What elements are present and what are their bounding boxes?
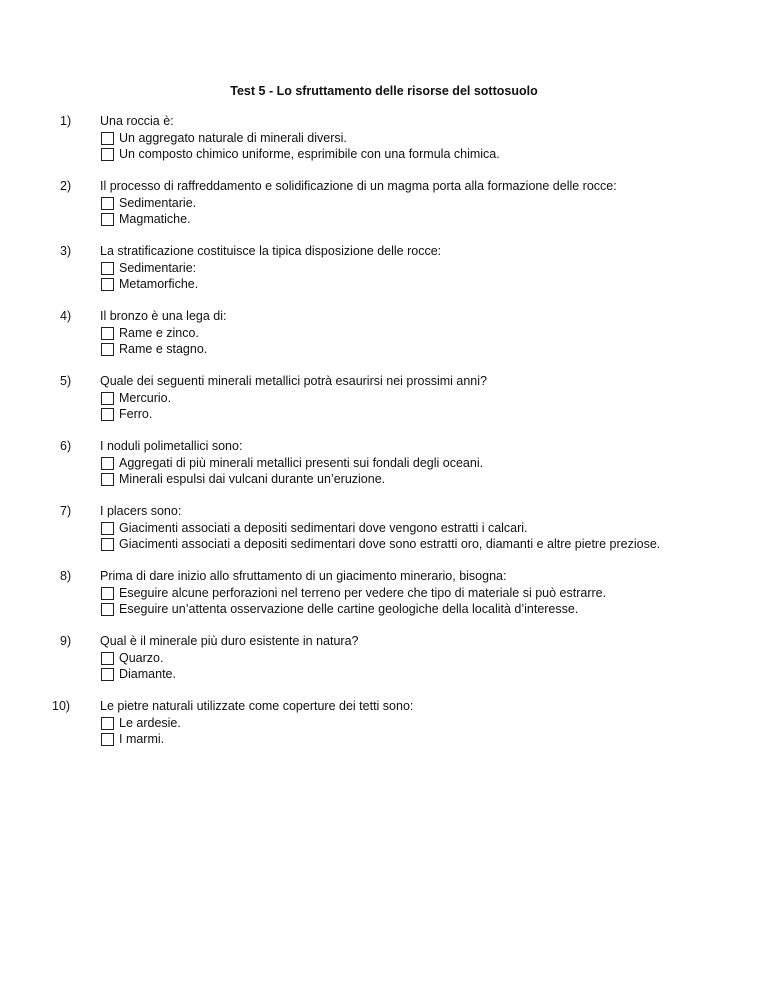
question-text: Qual è il minerale più duro esistente in natura? (100, 634, 359, 648)
answer-option[interactable] (101, 195, 768, 211)
checkbox[interactable] (101, 457, 114, 470)
question-number: 2) (60, 179, 72, 193)
question (0, 113, 768, 162)
checkbox[interactable] (101, 408, 114, 421)
question (0, 698, 768, 747)
checkbox[interactable] (101, 668, 114, 681)
checkbox[interactable] (101, 473, 114, 486)
checkbox[interactable] (101, 733, 114, 746)
question-number: 6) (60, 439, 72, 453)
answer-option[interactable] (101, 601, 768, 617)
option-label: Giacimenti associati a depositi sedimentari dove vengono estratti i calcari. (119, 521, 528, 535)
question-number: 4) (60, 309, 72, 323)
checkbox[interactable] (101, 538, 114, 551)
answer-option[interactable] (101, 471, 768, 487)
option-label: Minerali espulsi dai vulcani durante un’eruzione. (119, 472, 386, 486)
question (0, 633, 768, 682)
answer-option[interactable] (101, 211, 768, 227)
checkbox[interactable] (101, 603, 114, 616)
option-label: Rame e stagno. (119, 342, 208, 356)
question-text: I noduli polimetallici sono: (100, 439, 243, 453)
question-number: 3) (60, 244, 72, 258)
option-label: Eseguire alcune perforazioni nel terreno per vedere che tipo di materiale si può estrarre. (119, 586, 607, 600)
question-text: Una roccia è: (100, 114, 174, 128)
option-label: I marmi. (119, 732, 165, 746)
question-list (0, 113, 768, 763)
question (0, 243, 768, 292)
question-text: Prima di dare inizio allo sfruttamento di un giacimento minerario, bisogna: (100, 569, 507, 583)
checkbox[interactable] (101, 587, 114, 600)
answer-option[interactable] (101, 390, 768, 406)
option-label: Giacimenti associati a depositi sedimentari dove sono estratti oro, diamanti e altre pietre preziose. (119, 537, 661, 551)
answer-option[interactable] (101, 731, 768, 747)
answer-option[interactable] (101, 520, 768, 536)
checkbox[interactable] (101, 717, 114, 730)
question-text: Il processo di raffreddamento e solidificazione di un magma porta alla formazione delle rocce: (100, 179, 617, 193)
question-text: Le pietre naturali utilizzate come coperture dei tetti sono: (100, 699, 414, 713)
option-label: Un composto chimico uniforme, esprimibile con una formula chimica. (119, 147, 500, 161)
checkbox[interactable] (101, 652, 114, 665)
question-number: 8) (60, 569, 72, 583)
answer-option[interactable] (101, 585, 768, 601)
question-number: 9) (60, 634, 72, 648)
checkbox[interactable] (101, 343, 114, 356)
answer-option[interactable] (101, 276, 768, 292)
question-number: 10) (52, 699, 71, 713)
checkbox[interactable] (101, 213, 114, 226)
checkbox[interactable] (101, 278, 114, 291)
question (0, 438, 768, 487)
answer-option[interactable] (101, 666, 768, 682)
answer-option[interactable] (101, 130, 768, 146)
checkbox[interactable] (101, 132, 114, 145)
option-label: Mercurio. (119, 391, 172, 405)
checkbox[interactable] (101, 262, 114, 275)
answer-option[interactable] (101, 406, 768, 422)
question (0, 178, 768, 227)
answer-option[interactable] (101, 715, 768, 731)
question-number: 5) (60, 374, 72, 388)
option-label: Sedimentarie: (119, 261, 197, 275)
answer-option[interactable] (101, 260, 768, 276)
question-text: Quale dei seguenti minerali metallici potrà esaurirsi nei prossimi anni? (100, 374, 487, 388)
option-label: Sedimentarie. (119, 196, 197, 210)
page-title: Test 5 - Lo sfruttamento delle risorse del sottosuolo (230, 84, 538, 98)
answer-option[interactable] (101, 146, 768, 162)
question-text: I placers sono: (100, 504, 182, 518)
question (0, 503, 768, 552)
option-label: Diamante. (119, 667, 176, 681)
option-label: Aggregati di più minerali metallici presenti sui fondali degli oceani. (119, 456, 484, 470)
question-number: 7) (60, 504, 72, 518)
checkbox[interactable] (101, 327, 114, 340)
question-text: Il bronzo è una lega di: (100, 309, 227, 323)
option-label: Quarzo. (119, 651, 164, 665)
checkbox[interactable] (101, 522, 114, 535)
option-label: Rame e zinco. (119, 326, 199, 340)
checkbox[interactable] (101, 392, 114, 405)
answer-option[interactable] (101, 536, 768, 552)
option-label: Un aggregato naturale di minerali diversi. (119, 131, 347, 145)
answer-option[interactable] (101, 650, 768, 666)
answer-option[interactable] (101, 325, 768, 341)
option-label: Ferro. (119, 407, 153, 421)
answer-option[interactable] (101, 455, 768, 471)
checkbox[interactable] (101, 197, 114, 210)
question (0, 373, 768, 422)
question-text: La stratificazione costituisce la tipica disposizione delle rocce: (100, 244, 442, 258)
option-label: Magmatiche. (119, 212, 191, 226)
option-label: Eseguire un’attenta osservazione delle cartine geologiche della località d’interesse. (119, 602, 579, 616)
question (0, 568, 768, 617)
option-label: Le ardesie. (119, 716, 181, 730)
question-number: 1) (60, 114, 72, 128)
checkbox[interactable] (101, 148, 114, 161)
option-label: Metamorfiche. (119, 277, 199, 291)
answer-option[interactable] (101, 341, 768, 357)
question (0, 308, 768, 357)
